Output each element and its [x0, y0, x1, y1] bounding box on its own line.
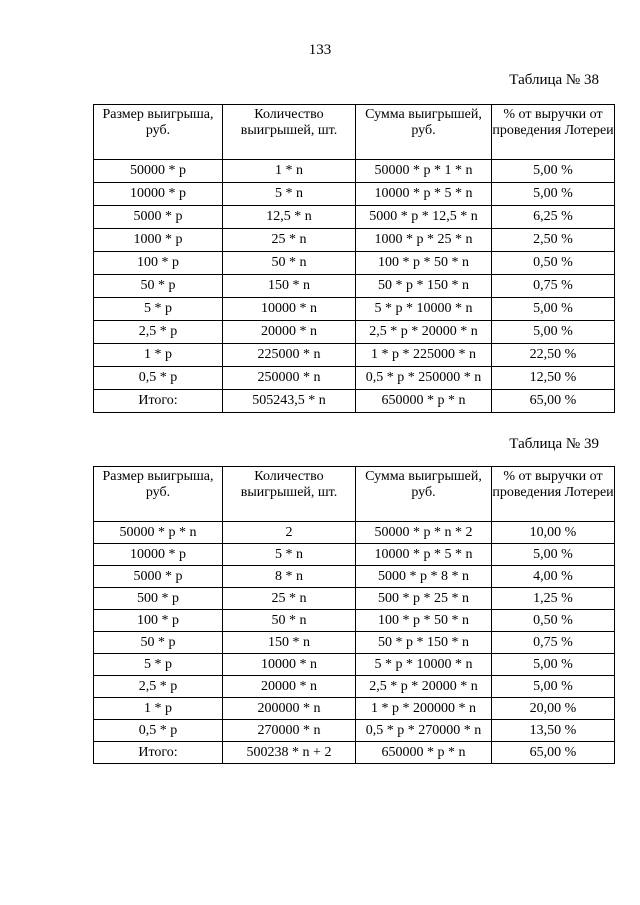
- cell-prize-sum: 0,5 * p * 250000 * n: [356, 367, 492, 390]
- table-row: [94, 252, 615, 275]
- cell-prize-count: 270000 * n: [223, 720, 356, 742]
- cell-prize-size: 50 * p: [94, 632, 223, 654]
- cell-prize-sum: 1000 * p * 25 * n: [356, 229, 492, 252]
- table-row: [94, 298, 615, 321]
- header-revenue-percent: % от выручки от проведения Лотереи: [492, 105, 615, 160]
- table-row: [94, 229, 615, 252]
- cell-prize-count: 20000 * n: [223, 321, 356, 344]
- cell-prize-count: 500238 * n + 2: [223, 742, 356, 764]
- cell-revenue-percent: 0,75 %: [492, 632, 615, 654]
- cell-revenue-percent: 0,75 %: [492, 275, 615, 298]
- page-number: 133: [308, 42, 332, 58]
- table-row: [94, 522, 615, 544]
- cell-revenue-percent: 0,50 %: [492, 610, 615, 632]
- cell-prize-size: 5 * p: [94, 654, 223, 676]
- cell-prize-sum: 0,5 * p * 270000 * n: [356, 720, 492, 742]
- table-row: [94, 344, 615, 367]
- table-38-caption: Таблица № 38: [509, 72, 599, 88]
- cell-prize-sum: 10000 * p * 5 * n: [356, 183, 492, 206]
- cell-prize-sum: 1 * p * 225000 * n: [356, 344, 492, 367]
- table-row: [94, 698, 615, 720]
- table-row: [94, 275, 615, 298]
- cell-revenue-percent: 5,00 %: [492, 676, 615, 698]
- cell-prize-sum: 50 * p * 150 * n: [356, 632, 492, 654]
- cell-prize-count: 225000 * n: [223, 344, 356, 367]
- cell-revenue-percent: 65,00 %: [492, 390, 615, 413]
- cell-prize-size: 0,5 * p: [94, 720, 223, 742]
- cell-prize-size: 0,5 * p: [94, 367, 223, 390]
- cell-revenue-percent: 5,00 %: [492, 183, 615, 206]
- cell-prize-size: Итого:: [94, 390, 223, 413]
- table-row: [94, 654, 615, 676]
- cell-prize-size: 100 * p: [94, 610, 223, 632]
- cell-revenue-percent: 5,00 %: [492, 654, 615, 676]
- cell-prize-size: 1 * p: [94, 698, 223, 720]
- cell-prize-sum: 5000 * p * 12,5 * n: [356, 206, 492, 229]
- table-row: [94, 588, 615, 610]
- cell-revenue-percent: 10,00 %: [492, 522, 615, 544]
- cell-revenue-percent: 12,50 %: [492, 367, 615, 390]
- cell-revenue-percent: 4,00 %: [492, 566, 615, 588]
- table-row: [94, 632, 615, 654]
- cell-prize-count: 12,5 * n: [223, 206, 356, 229]
- cell-prize-size: 50 * p: [94, 275, 223, 298]
- cell-prize-size: 1 * p: [94, 344, 223, 367]
- cell-prize-count: 150 * n: [223, 632, 356, 654]
- cell-prize-count: 10000 * n: [223, 654, 356, 676]
- table-row: [94, 183, 615, 206]
- cell-prize-sum: 5000 * p * 8 * n: [356, 566, 492, 588]
- cell-prize-size: 100 * p: [94, 252, 223, 275]
- cell-prize-size: 10000 * p: [94, 183, 223, 206]
- cell-prize-sum: 2,5 * p * 20000 * n: [356, 321, 492, 344]
- cell-revenue-percent: 6,25 %: [492, 206, 615, 229]
- cell-prize-size: 2,5 * p: [94, 321, 223, 344]
- cell-prize-size: 5 * p: [94, 298, 223, 321]
- table-row: [94, 610, 615, 632]
- table-39-caption: Таблица № 39: [509, 436, 599, 452]
- table-row: [94, 566, 615, 588]
- cell-prize-count: 5 * n: [223, 544, 356, 566]
- cell-prize-count: 50 * n: [223, 252, 356, 275]
- header-prize-count: Количество выигрышей, шт.: [223, 467, 356, 522]
- cell-revenue-percent: 5,00 %: [492, 160, 615, 183]
- table-row: [94, 676, 615, 698]
- cell-prize-count: 505243,5 * n: [223, 390, 356, 413]
- cell-prize-count: 20000 * n: [223, 676, 356, 698]
- table-header-row: [94, 467, 615, 522]
- cell-prize-count: 200000 * n: [223, 698, 356, 720]
- cell-revenue-percent: 5,00 %: [492, 321, 615, 344]
- header-prize-sum: Сумма выигрышей, руб.: [356, 467, 492, 522]
- cell-prize-size: Итого:: [94, 742, 223, 764]
- cell-prize-size: 5000 * p: [94, 206, 223, 229]
- table-39: [93, 466, 615, 764]
- cell-prize-sum: 500 * p * 25 * n: [356, 588, 492, 610]
- cell-revenue-percent: 1,25 %: [492, 588, 615, 610]
- table-row: [94, 720, 615, 742]
- cell-revenue-percent: 5,00 %: [492, 298, 615, 321]
- cell-prize-size: 50000 * p: [94, 160, 223, 183]
- cell-prize-sum: 50000 * p * n * 2: [356, 522, 492, 544]
- table-row: [94, 367, 615, 390]
- cell-revenue-percent: 5,00 %: [492, 544, 615, 566]
- cell-prize-size: 50000 * p * n: [94, 522, 223, 544]
- cell-prize-count: 50 * n: [223, 610, 356, 632]
- cell-prize-sum: 100 * p * 50 * n: [356, 252, 492, 275]
- cell-prize-sum: 10000 * p * 5 * n: [356, 544, 492, 566]
- cell-prize-sum: 100 * p * 50 * n: [356, 610, 492, 632]
- table-row: [94, 321, 615, 344]
- cell-prize-count: 8 * n: [223, 566, 356, 588]
- cell-prize-sum: 650000 * p * n: [356, 742, 492, 764]
- cell-prize-size: 1000 * p: [94, 229, 223, 252]
- cell-revenue-percent: 0,50 %: [492, 252, 615, 275]
- cell-prize-count: 25 * n: [223, 229, 356, 252]
- cell-revenue-percent: 20,00 %: [492, 698, 615, 720]
- cell-revenue-percent: 13,50 %: [492, 720, 615, 742]
- header-prize-count: Количество выигрышей, шт.: [223, 105, 356, 160]
- cell-prize-count: 5 * n: [223, 183, 356, 206]
- cell-prize-count: 10000 * n: [223, 298, 356, 321]
- cell-prize-sum: 5 * p * 10000 * n: [356, 654, 492, 676]
- cell-prize-count: 1 * n: [223, 160, 356, 183]
- cell-prize-size: 10000 * p: [94, 544, 223, 566]
- cell-prize-sum: 2,5 * p * 20000 * n: [356, 676, 492, 698]
- cell-prize-sum: 50 * p * 150 * n: [356, 275, 492, 298]
- cell-prize-size: 5000 * p: [94, 566, 223, 588]
- cell-revenue-percent: 65,00 %: [492, 742, 615, 764]
- cell-prize-count: 150 * n: [223, 275, 356, 298]
- table-row: [94, 544, 615, 566]
- table-total-row: [94, 390, 615, 413]
- table-total-row: [94, 742, 615, 764]
- cell-prize-sum: 50000 * p * 1 * n: [356, 160, 492, 183]
- cell-prize-size: 2,5 * p: [94, 676, 223, 698]
- cell-prize-count: 250000 * n: [223, 367, 356, 390]
- cell-prize-sum: 5 * p * 10000 * n: [356, 298, 492, 321]
- cell-prize-sum: 650000 * p * n: [356, 390, 492, 413]
- cell-prize-count: 2: [223, 522, 356, 544]
- table-38: [93, 104, 615, 413]
- cell-revenue-percent: 2,50 %: [492, 229, 615, 252]
- cell-prize-sum: 1 * p * 200000 * n: [356, 698, 492, 720]
- table-row: [94, 206, 615, 229]
- cell-revenue-percent: 22,50 %: [492, 344, 615, 367]
- header-revenue-percent: % от выручки от проведения Лотереи: [492, 467, 615, 522]
- cell-prize-size: 500 * p: [94, 588, 223, 610]
- table-row: [94, 160, 615, 183]
- header-prize-sum: Сумма выигрышей, руб.: [356, 105, 492, 160]
- header-prize-size: Размер выигрыша, руб.: [94, 467, 223, 522]
- header-prize-size: Размер выигрыша, руб.: [94, 105, 223, 160]
- cell-prize-count: 25 * n: [223, 588, 356, 610]
- table-header-row: [94, 105, 615, 160]
